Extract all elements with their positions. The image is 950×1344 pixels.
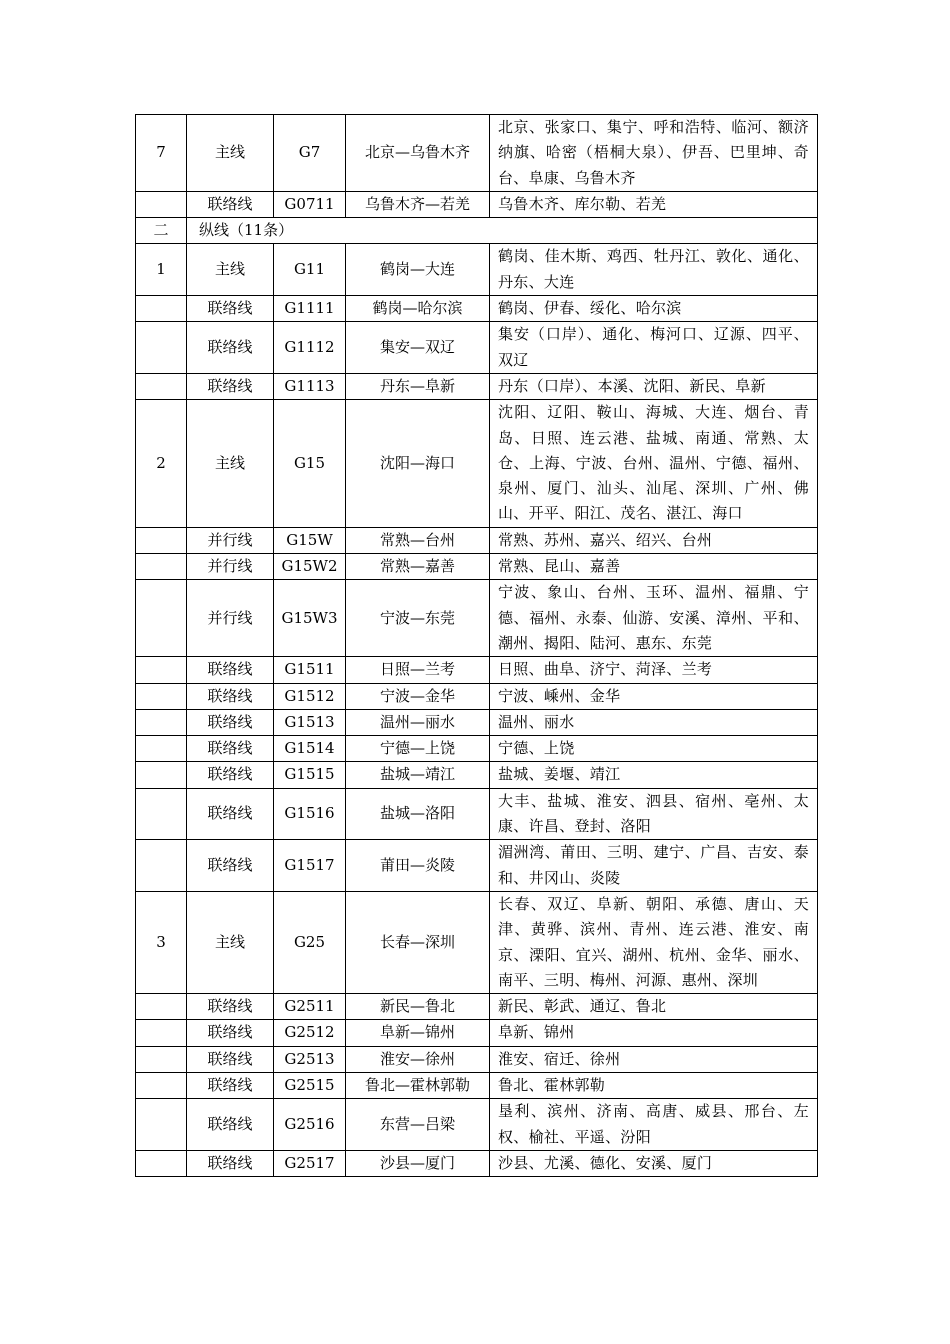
route-name: 沙县—厦门	[346, 1150, 490, 1176]
page	[135, 114, 817, 1177]
route-type: 主线	[187, 115, 274, 192]
table-row	[136, 709, 818, 735]
route-type: 联络线	[187, 1099, 274, 1151]
table-row	[136, 191, 818, 217]
table-row	[136, 683, 818, 709]
section-row	[136, 218, 818, 244]
section-title: 纵线（11条）	[187, 218, 818, 244]
route-code: G2511	[274, 994, 346, 1020]
route-type: 联络线	[187, 296, 274, 322]
route-name: 乌鲁木齐—若羌	[346, 191, 490, 217]
route-type: 联络线	[187, 762, 274, 788]
route-code: G1113	[274, 373, 346, 399]
row-number	[136, 373, 187, 399]
route-type: 主线	[187, 244, 274, 296]
route-code: G1512	[274, 683, 346, 709]
row-number: 1	[136, 244, 187, 296]
table-row	[136, 891, 818, 993]
route-cities: 宁德、上饶	[490, 736, 818, 762]
table-row	[136, 400, 818, 527]
row-number	[136, 657, 187, 683]
route-type: 并行线	[187, 527, 274, 553]
table-row	[136, 580, 818, 657]
row-number	[136, 788, 187, 840]
row-number	[136, 1020, 187, 1046]
route-type: 联络线	[187, 736, 274, 762]
route-cities: 沈阳、辽阳、鞍山、海城、大连、烟台、青岛、日照、连云港、盐城、南通、常熟、太仓、上海、宁波、台州、温州、宁德、福州、泉州、厦门、汕头、汕尾、深圳、广州、佛山、开平、阳江、茂名、湛江、海口	[490, 400, 818, 527]
route-type: 联络线	[187, 657, 274, 683]
row-number: 3	[136, 891, 187, 993]
route-code: G15W3	[274, 580, 346, 657]
table-row	[136, 115, 818, 192]
route-name: 宁波—金华	[346, 683, 490, 709]
row-number	[136, 683, 187, 709]
route-cities: 丹东（口岸）、本溪、沈阳、新民、阜新	[490, 373, 818, 399]
row-number	[136, 994, 187, 1020]
route-type: 联络线	[187, 683, 274, 709]
route-name: 温州—丽水	[346, 709, 490, 735]
route-type: 联络线	[187, 1046, 274, 1072]
route-cities: 垦利、滨州、济南、高唐、威县、邢台、左权、榆社、平遥、汾阳	[490, 1099, 818, 1151]
route-code: G1111	[274, 296, 346, 322]
row-number	[136, 1072, 187, 1098]
route-code: G25	[274, 891, 346, 993]
route-code: G1516	[274, 788, 346, 840]
route-type: 并行线	[187, 580, 274, 657]
row-number: 2	[136, 400, 187, 527]
route-cities: 北京、张家口、集宁、呼和浩特、临河、额济纳旗、哈密（梧桐大泉）、伊吾、巴里坤、奇台、阜康、乌鲁木齐	[490, 115, 818, 192]
route-type: 联络线	[187, 1150, 274, 1176]
route-type: 联络线	[187, 191, 274, 217]
route-cities: 盐城、姜堰、靖江	[490, 762, 818, 788]
route-cities: 淮安、宿迁、徐州	[490, 1046, 818, 1072]
route-name: 长春—深圳	[346, 891, 490, 993]
table-row	[136, 1099, 818, 1151]
table-row	[136, 373, 818, 399]
route-code: G2513	[274, 1046, 346, 1072]
route-name: 莆田—炎陵	[346, 840, 490, 892]
row-number	[136, 762, 187, 788]
route-cities: 鲁北、霍林郭勒	[490, 1072, 818, 1098]
route-code: G1515	[274, 762, 346, 788]
row-number	[136, 736, 187, 762]
table-row	[136, 736, 818, 762]
section-number: 二	[136, 218, 187, 244]
table-row	[136, 657, 818, 683]
route-cities: 温州、丽水	[490, 709, 818, 735]
row-number	[136, 709, 187, 735]
table-row	[136, 1072, 818, 1098]
route-code: G1517	[274, 840, 346, 892]
route-type: 联络线	[187, 1020, 274, 1046]
route-type: 联络线	[187, 709, 274, 735]
route-name: 盐城—洛阳	[346, 788, 490, 840]
route-code: G1513	[274, 709, 346, 735]
route-name: 淮安—徐州	[346, 1046, 490, 1072]
route-name: 北京—乌鲁木齐	[346, 115, 490, 192]
route-name: 集安—双辽	[346, 322, 490, 374]
row-number	[136, 580, 187, 657]
route-name: 常熟—嘉善	[346, 554, 490, 580]
route-name: 鲁北—霍林郭勒	[346, 1072, 490, 1098]
row-number	[136, 1046, 187, 1072]
route-code: G15W	[274, 527, 346, 553]
route-type: 并行线	[187, 554, 274, 580]
route-cities: 新民、彰武、通辽、鲁北	[490, 994, 818, 1020]
row-number	[136, 1099, 187, 1151]
route-cities: 乌鲁木齐、库尔勒、若羌	[490, 191, 818, 217]
route-code: G0711	[274, 191, 346, 217]
table-row	[136, 994, 818, 1020]
route-cities: 沙县、尤溪、德化、安溪、厦门	[490, 1150, 818, 1176]
table-row	[136, 554, 818, 580]
route-type: 主线	[187, 891, 274, 993]
route-cities: 阜新、锦州	[490, 1020, 818, 1046]
route-type: 联络线	[187, 373, 274, 399]
route-code: G15	[274, 400, 346, 527]
route-name: 鹤岗—哈尔滨	[346, 296, 490, 322]
route-type: 联络线	[187, 994, 274, 1020]
table-row	[136, 296, 818, 322]
route-code: G1511	[274, 657, 346, 683]
route-cities: 湄洲湾、莆田、三明、建宁、广昌、吉安、泰和、井冈山、炎陵	[490, 840, 818, 892]
table-row	[136, 762, 818, 788]
table-row	[136, 244, 818, 296]
route-name: 东营—吕梁	[346, 1099, 490, 1151]
route-name: 宁德—上饶	[346, 736, 490, 762]
row-number	[136, 296, 187, 322]
route-cities: 集安（口岸）、通化、梅河口、辽源、四平、双辽	[490, 322, 818, 374]
table-row	[136, 840, 818, 892]
route-name: 丹东—阜新	[346, 373, 490, 399]
route-name: 日照—兰考	[346, 657, 490, 683]
route-cities: 日照、曲阜、济宁、菏泽、兰考	[490, 657, 818, 683]
route-cities: 常熟、苏州、嘉兴、绍兴、台州	[490, 527, 818, 553]
route-name: 常熟—台州	[346, 527, 490, 553]
row-number	[136, 322, 187, 374]
row-number	[136, 554, 187, 580]
route-cities: 常熟、昆山、嘉善	[490, 554, 818, 580]
route-type: 联络线	[187, 322, 274, 374]
row-number	[136, 527, 187, 553]
row-number	[136, 840, 187, 892]
table-row	[136, 527, 818, 553]
route-type: 联络线	[187, 788, 274, 840]
table-row	[136, 1020, 818, 1046]
route-type: 主线	[187, 400, 274, 527]
route-name: 宁波—东莞	[346, 580, 490, 657]
route-code: G11	[274, 244, 346, 296]
route-name: 新民—鲁北	[346, 994, 490, 1020]
route-name: 阜新—锦州	[346, 1020, 490, 1046]
route-code: G15W2	[274, 554, 346, 580]
route-name: 盐城—靖江	[346, 762, 490, 788]
row-number: 7	[136, 115, 187, 192]
route-name: 鹤岗—大连	[346, 244, 490, 296]
route-name: 沈阳—海口	[346, 400, 490, 527]
route-cities: 长春、双辽、阜新、朝阳、承德、唐山、天津、黄骅、滨州、青州、连云港、淮安、南京、溧阳、宜兴、湖州、杭州、金华、丽水、南平、三明、梅州、河源、惠州、深圳	[490, 891, 818, 993]
route-cities: 大丰、盐城、淮安、泗县、宿州、亳州、太康、许昌、登封、洛阳	[490, 788, 818, 840]
route-code: G2512	[274, 1020, 346, 1046]
route-cities: 宁波、嵊州、金华	[490, 683, 818, 709]
table-row	[136, 1046, 818, 1072]
route-code: G2517	[274, 1150, 346, 1176]
route-code: G1112	[274, 322, 346, 374]
table-body	[136, 115, 818, 1177]
row-number	[136, 191, 187, 217]
route-code: G7	[274, 115, 346, 192]
row-number	[136, 1150, 187, 1176]
table-row	[136, 788, 818, 840]
route-code: G1514	[274, 736, 346, 762]
table-row	[136, 322, 818, 374]
table-row	[136, 1150, 818, 1176]
highway-table	[135, 114, 818, 1177]
route-cities: 鹤岗、佳木斯、鸡西、牡丹江、敦化、通化、丹东、大连	[490, 244, 818, 296]
route-cities: 宁波、象山、台州、玉环、温州、福鼎、宁德、福州、永泰、仙游、安溪、漳州、平和、潮州、揭阳、陆河、惠东、东莞	[490, 580, 818, 657]
route-cities: 鹤岗、伊春、绥化、哈尔滨	[490, 296, 818, 322]
route-code: G2516	[274, 1099, 346, 1151]
route-type: 联络线	[187, 840, 274, 892]
route-code: G2515	[274, 1072, 346, 1098]
route-type: 联络线	[187, 1072, 274, 1098]
